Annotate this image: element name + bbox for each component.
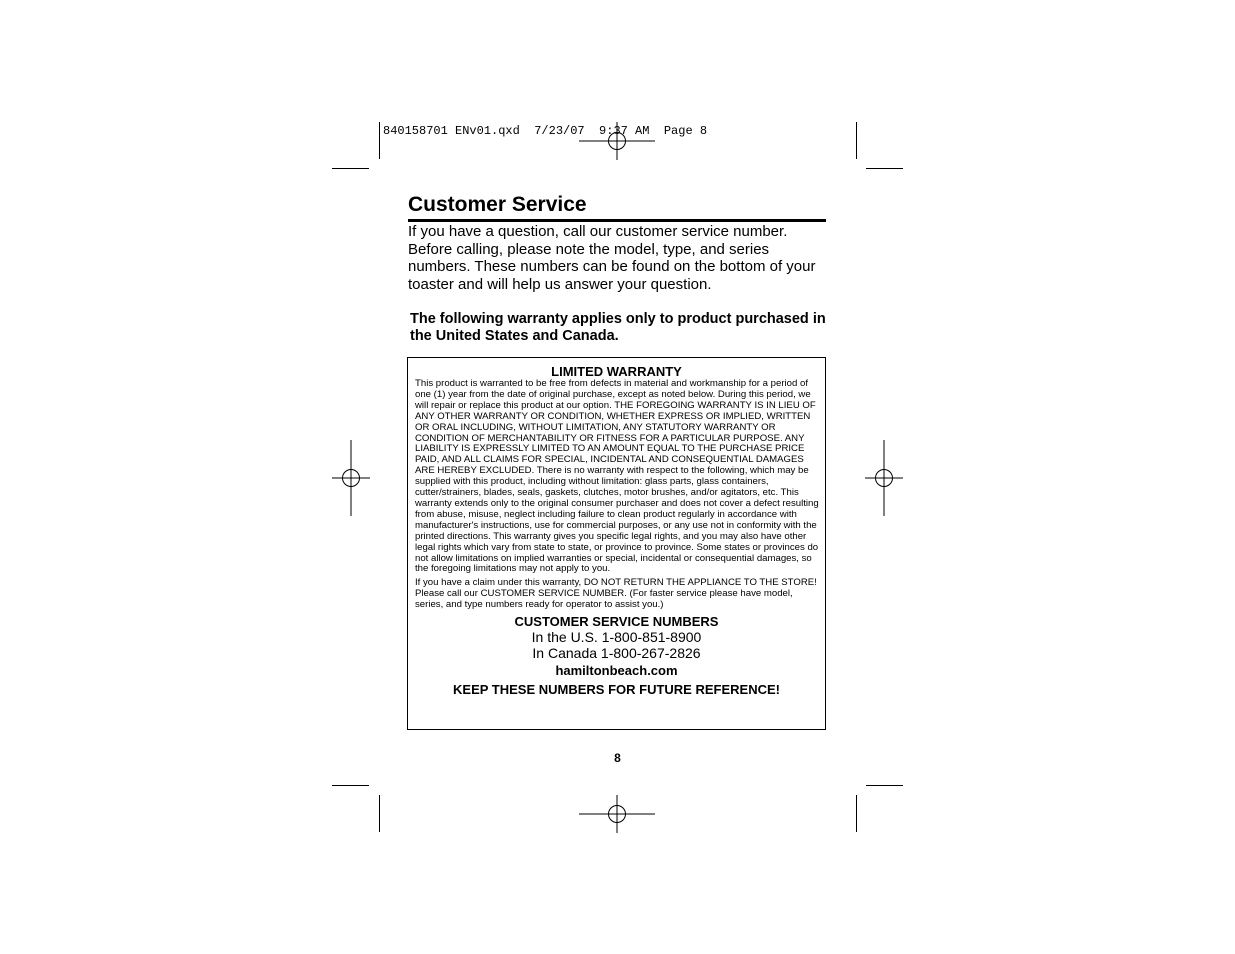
- website-link[interactable]: hamiltonbeach.com: [555, 663, 678, 679]
- registration-mark-icon: [579, 122, 655, 160]
- keep-numbers-note: KEEP THESE NUMBERS FOR FUTURE REFERENCE!: [453, 682, 780, 698]
- canada-phone-number: In Canada 1-800-267-2826: [532, 644, 701, 661]
- warranty-paragraph-claims: If you have a claim under this warranty, DO NOT RETURN THE APPLIANCE TO THE STORE! Please call our CUSTOMER SERVICE NUMBER. (For faster service please have model, series, and type numbers ready for operator to assist you.): [415, 577, 817, 611]
- print-slug-line: 840158701 ENv01.qxd 7/23/07 9:37 AM Page 8: [383, 124, 708, 138]
- page-title: Customer Service: [408, 193, 826, 222]
- intro-paragraph: If you have a question, call our customer service number. Before calling, please note the model, type, and series numbers. These numbers can be found on the bottom of your toaster and will help us answer your question.: [408, 223, 816, 293]
- crop-mark: [332, 168, 369, 169]
- crop-mark: [856, 795, 857, 832]
- crop-mark: [379, 795, 380, 832]
- registration-mark-icon: [579, 795, 655, 833]
- page-number: 8: [614, 751, 621, 765]
- registration-mark-icon: [865, 440, 903, 516]
- registration-mark-icon: [332, 440, 370, 516]
- crop-mark: [866, 168, 903, 169]
- intro-text: [408, 223, 828, 293]
- warranty-paragraph-terms: This product is warranted to be free from defects in material and workmanship for a period of one (1) year from the date of original purchase, except as noted below. During this period, we will repair or replace this product at our option. THE FOREGOING WARRANTY IS IN LIEU OF ANY OTHER WARRANTY OR CONDITION, WHETHER EXPRESS OR IMPLIED, WRITTEN OR ORAL INCLUDING, WITHOUT LIMITATION, ANY STATUTORY WARRANTY OR CONDITION OF MERCHANTABILITY OR FITNESS FOR A PARTICULAR PURPOSE. ANY LIABILITY IS EXPRESSLY LIMITED TO AN AMOUNT EQUAL TO THE PURCHASE PRICE PAID, AND ALL CLAIMS FOR SPECIAL, INCIDENTAL AND CONSEQUENTIAL DAMAGES ARE HEREBY EXCLUDED. There is no warranty with respect to the following, which may be supplied with this product, including without limitation: glass parts, glass containers, cutter/strainers, blades, seals, gaskets, clutches, motor brushes, and/or agitators, etc. This warranty extends only to the original consumer purchaser and does not cover a defect resulting from abuse, misuse, neglect including failure to clean product regularly in accordance with manufacturer's instructions, use for commercial purposes, or any use not in conformity with the printed directions. This warranty gives you specific legal rights, and you may also have other legal rights which vary from state to state, or province to province. Some states or provinces do not allow limitations on implied warranties or special, incidental or consequential damages, so the foregoing limitations may not apply to you.: [415, 378, 819, 575]
- crop-mark: [856, 122, 857, 159]
- crop-mark: [332, 785, 369, 786]
- customer-service-numbers-heading: CUSTOMER SERVICE NUMBERS: [514, 614, 719, 630]
- crop-mark: [866, 785, 903, 786]
- warranty-applicability-notice: The following warranty applies only to product purchased in the United States and Canada.: [410, 311, 826, 344]
- warranty-body: [415, 379, 819, 611]
- limited-warranty-box: [407, 357, 826, 730]
- crop-mark: [379, 122, 380, 159]
- warranty-heading: LIMITED WARRANTY: [551, 364, 682, 379]
- us-phone-number: In the U.S. 1-800-851-8900: [531, 629, 702, 646]
